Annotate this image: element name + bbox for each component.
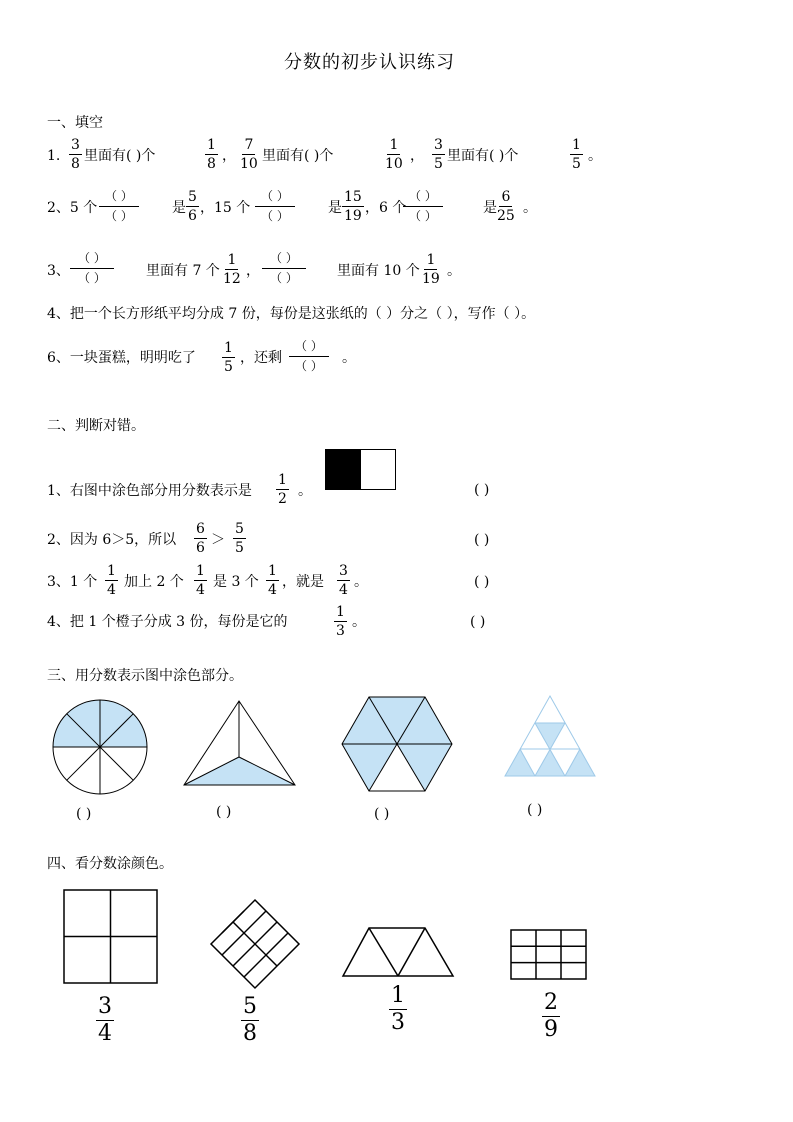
s3-answer-paren-2[interactable]: ( ) <box>216 804 232 820</box>
s2q1-text: 1、右图中涂色部分用分数表示是 <box>47 483 252 499</box>
s2q3-answer-paren[interactable]: ( ) <box>474 574 490 590</box>
q2-text-d: 是 <box>328 200 342 216</box>
s2q2-frac-1: $\frac{6}{6}$ <box>196 521 205 556</box>
s2q4-frac: $\frac{1}{3}$ <box>336 604 345 639</box>
q1-frac-1: $\frac{3}{8}$ <box>71 137 80 172</box>
q3-frac-2: $\frac{1}{19}$ <box>422 252 440 287</box>
q2-blank-frac-2[interactable]: （ ） （ ） <box>255 189 295 224</box>
q6-blank-frac[interactable]: （ ） （ ） <box>289 339 329 374</box>
trapezoid-thirds-figure[interactable] <box>341 926 455 978</box>
s2q1-answer-paren[interactable]: ( ) <box>474 482 490 498</box>
q1-comma-2: ， <box>410 148 424 164</box>
page-title: 分数的初步认识练习 <box>284 52 455 73</box>
q6-frac: $\frac{1}{5}$ <box>224 340 233 375</box>
s4-frac-2: 5 8 <box>243 994 257 1046</box>
q6-text-b: ，还剩 <box>240 350 282 366</box>
q1-end: 。 <box>588 148 602 164</box>
s2q3-text-d: ，就是 <box>282 574 324 590</box>
section-4-heading: 四、看分数涂颜色。 <box>47 856 173 872</box>
s4-frac-1: 3 4 <box>98 994 112 1046</box>
s3-answer-paren-4[interactable]: ( ) <box>527 802 543 818</box>
s2q3-end: 。 <box>354 574 368 590</box>
q3-comma: ， <box>246 263 260 279</box>
q3-blank-frac-2[interactable]: （ ） （ ） <box>262 251 306 286</box>
q2-frac-2: $\frac{15}{19}$ <box>344 189 362 224</box>
s2q2-frac-2: $\frac{5}{5}$ <box>235 521 244 556</box>
q3-end: 。 <box>447 263 461 279</box>
s2q2-text: 2、因为 6＞5，所以 <box>47 532 177 548</box>
q1-frac-6: $\frac{1}{5}$ <box>572 137 581 172</box>
q2-text-a: 2、5 个 <box>47 200 98 216</box>
q2-frac-1: $\frac{5}{6}$ <box>188 189 197 224</box>
q2-blank-frac-1[interactable]: （ ） （ ） <box>99 189 139 224</box>
q3-frac-1: $\frac{1}{12}$ <box>223 252 241 287</box>
section-3-heading: 三、用分数表示图中涂色部分。 <box>47 668 243 684</box>
s3-answer-paren-3[interactable]: ( ) <box>374 806 390 822</box>
q2-text-b: 是 <box>172 200 186 216</box>
q6-text-a: 6、一块蛋糕，明明吃了 <box>47 350 196 366</box>
rectangle-ninths-figure[interactable] <box>510 929 588 981</box>
s4-frac-3: 1 3 <box>391 983 405 1035</box>
q1-text-b: 里面有( )个 <box>262 148 334 164</box>
q1-number: 1. <box>47 148 61 164</box>
s2q3-frac-3: $\frac{1}{4}$ <box>268 563 277 598</box>
q1-frac-3: $\frac{7}{10}$ <box>240 137 258 172</box>
hexagon-sixths-figure <box>341 696 453 794</box>
q2-end: 。 <box>523 200 537 216</box>
q2-frac-3: $\frac{6}{25}$ <box>497 189 515 224</box>
q1-frac-2: $\frac{1}{8}$ <box>207 137 216 172</box>
square-quarters-figure[interactable] <box>63 889 159 985</box>
q2-text-c: ，15 个 <box>200 200 251 216</box>
q3-text-b: 里面有 10 个 <box>337 263 420 279</box>
triangle-ninths-figure <box>502 695 598 779</box>
q3-number: 3、 <box>47 263 70 279</box>
s2q4-text: 4、把 1 个橙子分成 3 份，每份是它的 <box>47 614 288 630</box>
s2q3-text-a: 3、1 个 <box>47 574 98 590</box>
q1-comma-1: ， <box>222 148 236 164</box>
q2-text-g: 是 <box>483 200 497 216</box>
q1-text-c: 里面有( )个 <box>447 148 519 164</box>
section-2-heading: 二、判断对错。 <box>47 418 145 434</box>
s2q4-answer-paren[interactable]: ( ) <box>470 614 486 630</box>
q3-blank-frac-1[interactable]: （ ） （ ） <box>70 251 114 286</box>
s2q3-frac-4: $\frac{3}{4}$ <box>339 563 348 598</box>
s2q3-text-c: 是 3 个 <box>213 574 259 590</box>
q1-frac-4: $\frac{1}{10}$ <box>385 137 403 172</box>
s4-frac-4: 2 9 <box>544 990 558 1042</box>
triangle-thirds-figure <box>182 699 298 789</box>
q1-frac-5: $\frac{3}{5}$ <box>434 137 443 172</box>
diamond-grid-figure[interactable] <box>209 898 301 990</box>
q3-text-a: 里面有 7 个 <box>146 263 220 279</box>
s2q1-frac: $\frac{1}{2}$ <box>278 472 287 507</box>
s1-q4: 4、把一个长方形纸平均分成 7 份，每份是这张纸的（ ）分之（ ），写作（ ）。 <box>47 306 536 322</box>
s3-answer-paren-1[interactable]: ( ) <box>76 806 92 822</box>
q2-text-e: ，6 个 <box>365 200 407 216</box>
s2q3-frac-2: $\frac{1}{4}$ <box>196 563 205 598</box>
circle-eighths-figure <box>52 699 148 795</box>
s2q2-answer-paren[interactable]: ( ) <box>474 532 490 548</box>
q6-end: 。 <box>342 350 356 366</box>
s2q3-frac-1: $\frac{1}{4}$ <box>107 563 116 598</box>
section-1-heading: 一、填空 <box>47 115 103 131</box>
q2-blank-frac-3[interactable]: （ ） （ ） <box>403 189 443 224</box>
s2q1-end: 。 <box>298 483 312 499</box>
s2q4-end: 。 <box>352 614 366 630</box>
q1-text-a: 里面有( )个 <box>84 148 156 164</box>
s2q2-gt: ＞ <box>211 532 225 548</box>
s2q3-text-b: 加上 2 个 <box>124 574 184 590</box>
half-shaded-rectangle <box>325 449 397 491</box>
